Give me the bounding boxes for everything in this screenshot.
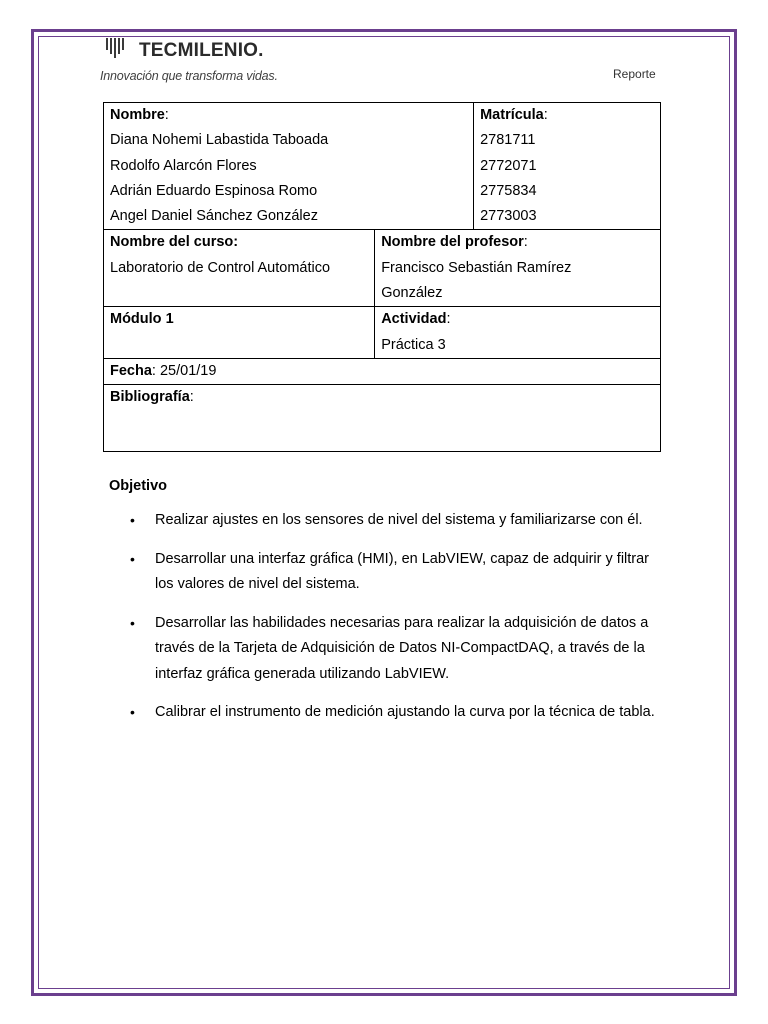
objective-section [109, 478, 669, 739]
professor-cell: Nombre del profesor: Francisco Sebastián Ramírez González [375, 230, 661, 307]
logo-name: TECMILENIO. [139, 40, 264, 61]
objective-text: Desarrollar una interfaz gráfica (HMI), en LabVIEW, capaz de adquirir y filtrar los valores de nivel del sistema. [155, 550, 650, 592]
bibliography-cell: Bibliografía: [104, 385, 661, 452]
student-name: Diana Nohemi Labastida Taboada [110, 132, 329, 149]
module-label: Módulo 1 [110, 311, 174, 328]
bullet-icon: • [130, 550, 135, 567]
module-cell [104, 307, 375, 359]
ids-label: Matrícula [480, 107, 544, 123]
names-cell: Nombre: Diana Nohemi Labastida Taboada Rodolfo Alarcón Flores Adrián Eduardo Espinosa Romo Angel Daniel Sánchez González [104, 103, 474, 230]
student-id: 2775834 [480, 182, 537, 199]
objective-text: Desarrollar las habilidades necesarias para realizar la adquisición de datos a través de la Tarjeta de Adquisición de Datos NI-CompactDAQ, a través de la interfaz gráfica generada utilizando LabVIEW. [155, 614, 649, 682]
list-item [109, 547, 669, 598]
student-id: 2781711 [480, 132, 536, 149]
bibliography-row [104, 385, 661, 452]
professor-value: Francisco Sebastián Ramírez González [381, 259, 572, 302]
bullet-icon: • [130, 704, 135, 720]
student-name: Adrián Eduardo Espinosa Romo [110, 182, 318, 199]
objective-text: Calibrar el instrumento de medición ajustando la curva por la técnica de tabla. [155, 704, 655, 720]
students-row [104, 103, 661, 230]
date-label: Fecha [110, 363, 152, 380]
course-row [104, 230, 661, 307]
student-name: Angel Daniel Sánchez González [110, 208, 318, 225]
list-item [109, 508, 669, 534]
university-logo [100, 34, 300, 88]
activity-cell: Actividad: Práctica 3 [375, 307, 661, 359]
info-table [103, 102, 661, 452]
objective-list [109, 508, 669, 726]
report-label: Reporte [613, 67, 656, 81]
course-value: Laboratorio de Control Automático [110, 259, 331, 276]
ids-cell: Matrícula: 2781711 2772071 2775834 2773003 [474, 103, 661, 230]
professor-label: Nombre del profesor [381, 234, 524, 251]
list-item [109, 611, 669, 688]
activity-value: Práctica 3 [381, 336, 446, 353]
date-row [104, 359, 661, 385]
logo-tagline: Innovación que transforma vidas. [100, 69, 278, 83]
course-label: Nombre del curso: [110, 234, 239, 251]
student-id: 2773003 [480, 208, 537, 225]
objective-title: Objetivo [109, 478, 168, 494]
list-item [109, 700, 669, 726]
logo-bars-icon [106, 38, 130, 58]
names-label: Nombre [110, 107, 165, 123]
course-cell [104, 230, 375, 307]
bullet-icon: • [130, 614, 135, 631]
bullet-icon: • [130, 512, 135, 528]
activity-label: Actividad [381, 311, 447, 328]
bibliography-label: Bibliografía [110, 389, 190, 406]
module-row [104, 307, 661, 359]
student-name: Rodolfo Alarcón Flores [110, 157, 257, 174]
objective-text: Realizar ajustes en los sensores de nivel del sistema y familiarizarse con él. [155, 512, 643, 528]
student-id: 2772071 [480, 157, 537, 174]
date-value: 25/01/19 [159, 363, 217, 380]
date-cell: Fecha: 25/01/19 [104, 359, 661, 385]
